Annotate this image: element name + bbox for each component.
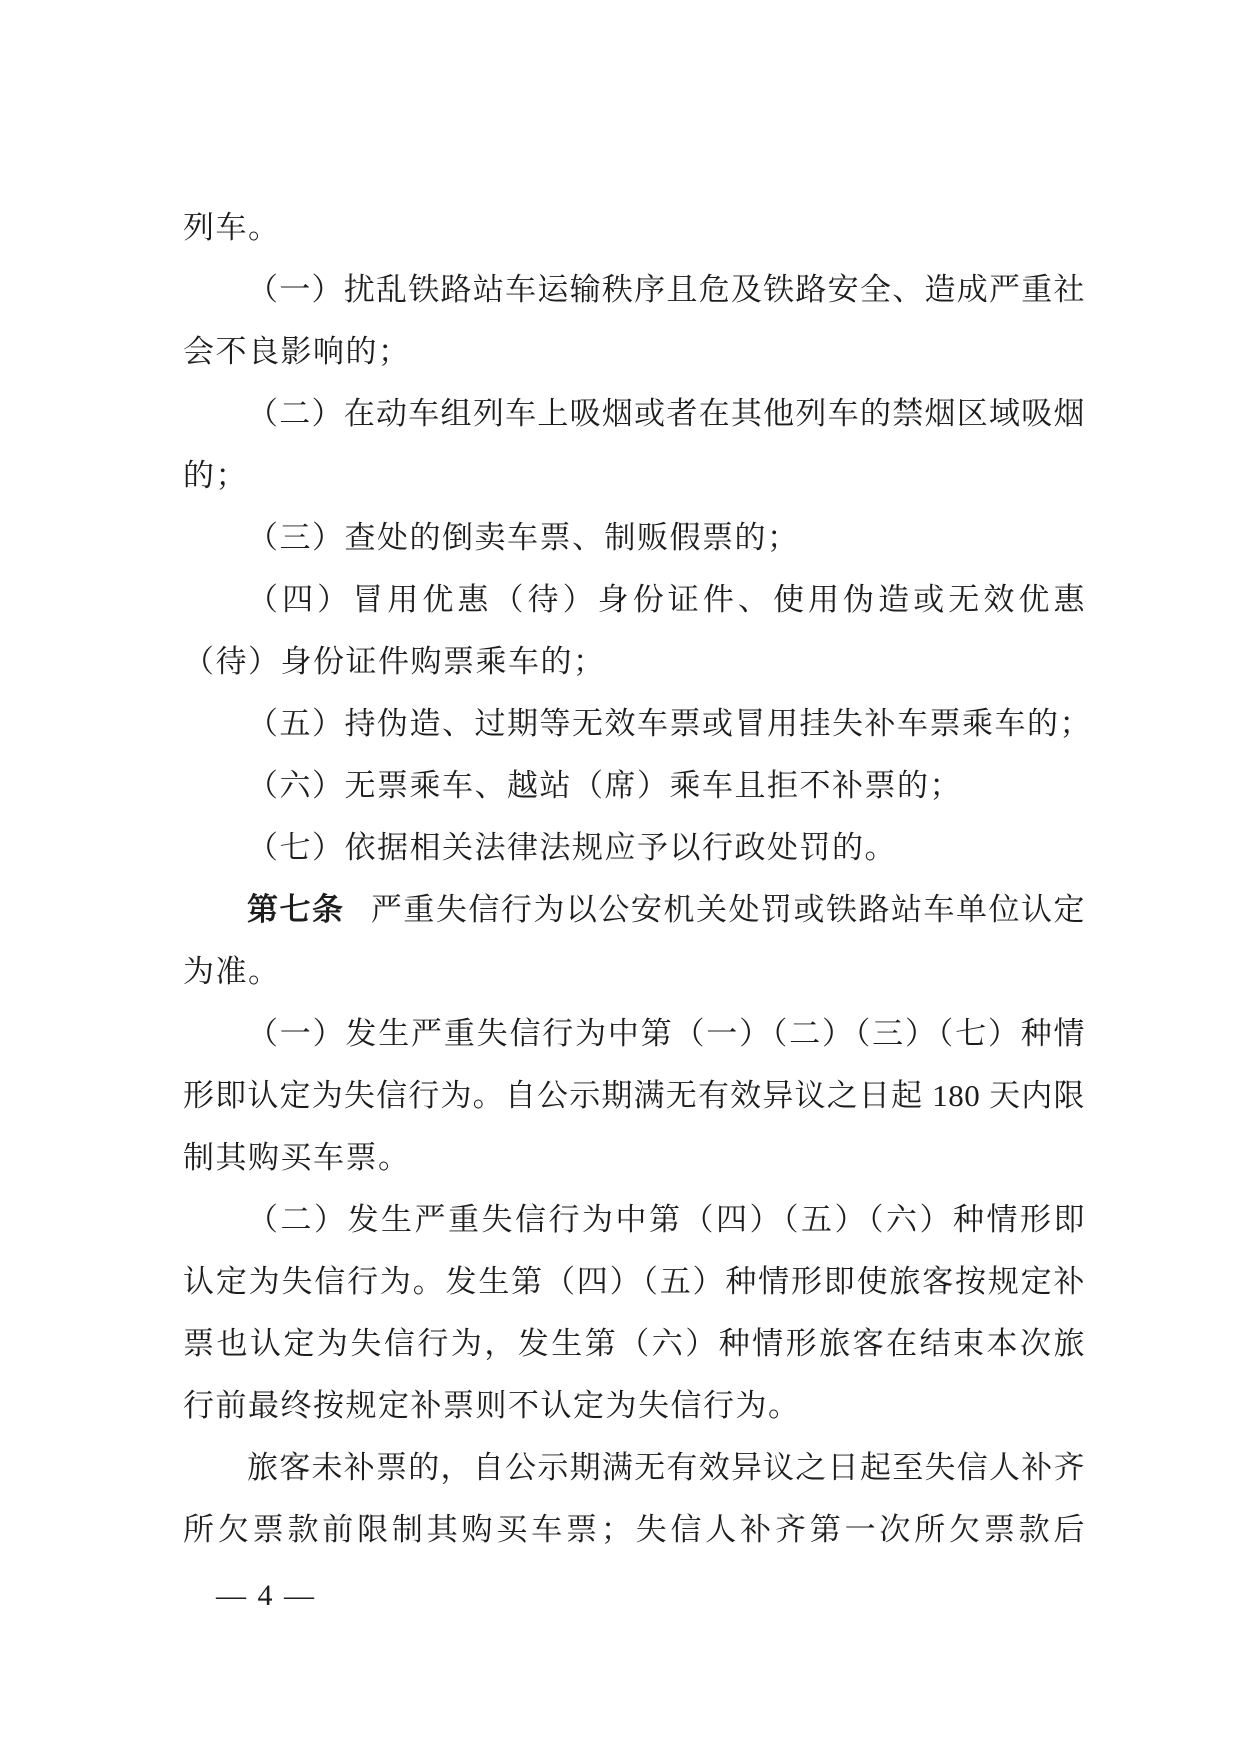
text-line: （待）身份证件购票乘车的；	[183, 644, 606, 679]
article-text: 严重失信行为以公安机关处罚或铁路站车单位认定	[370, 892, 1086, 927]
text-line: 票也认定为失信行为，发生第（六）种情形旅客在结束本次旅	[183, 1326, 1085, 1361]
text-line: 制其购买车票。	[183, 1140, 411, 1175]
text-line: （一）发生严重失信行为中第（一）（二）（三）（七）种情	[247, 1016, 1085, 1051]
article-number: 第七条	[247, 892, 345, 927]
text-line: 会不良影响的；	[183, 334, 411, 369]
text-line: （六）无票乘车、越站（席）乘车且拒不补票的；	[247, 768, 962, 803]
text-block	[183, 197, 1092, 1561]
text-line: 为准。	[183, 954, 281, 989]
text-line: （三）查处的倒卖车票、制贩假票的；	[247, 520, 800, 555]
text-line: 旅客未补票的，自公示期满无有效异议之日起至失信人补齐	[247, 1450, 1085, 1485]
text-line: （一）扰乱铁路站车运输秩序且危及铁路安全、造成严重社	[247, 272, 1085, 307]
text-line: （七）依据相关法律法规应予以行政处罚的。	[247, 830, 897, 865]
text-line: （二）在动车组列车上吸烟或者在其他列车的禁烟区域吸烟	[247, 396, 1085, 431]
text-line: （二）发生严重失信行为中第（四）（五）（六）种情形即	[247, 1202, 1085, 1237]
text-line: （四）冒用优惠（待）身份证件、使用伪造或无效优惠	[247, 582, 1085, 617]
text-line	[183, 879, 1085, 941]
text-line: 所欠票款前限制其购买车票；失信人补齐第一次所欠票款后	[183, 1512, 1085, 1547]
text-line: 列车。	[183, 210, 281, 245]
page-number: — 4 —	[216, 1579, 316, 1612]
text-line: 的；	[183, 458, 248, 493]
text-line: 认定为失信行为。发生第（四）（五）种情形即使旅客按规定补	[183, 1264, 1085, 1299]
text-line: （五）持伪造、过期等无效车票或冒用挂失补车票乘车的；	[247, 706, 1092, 741]
text-line: 行前最终按规定补票则不认定为失信行为。	[183, 1388, 801, 1423]
text-line: 形即认定为失信行为。自公示期满无有效异议之日起 180 天内限	[183, 1078, 1085, 1113]
